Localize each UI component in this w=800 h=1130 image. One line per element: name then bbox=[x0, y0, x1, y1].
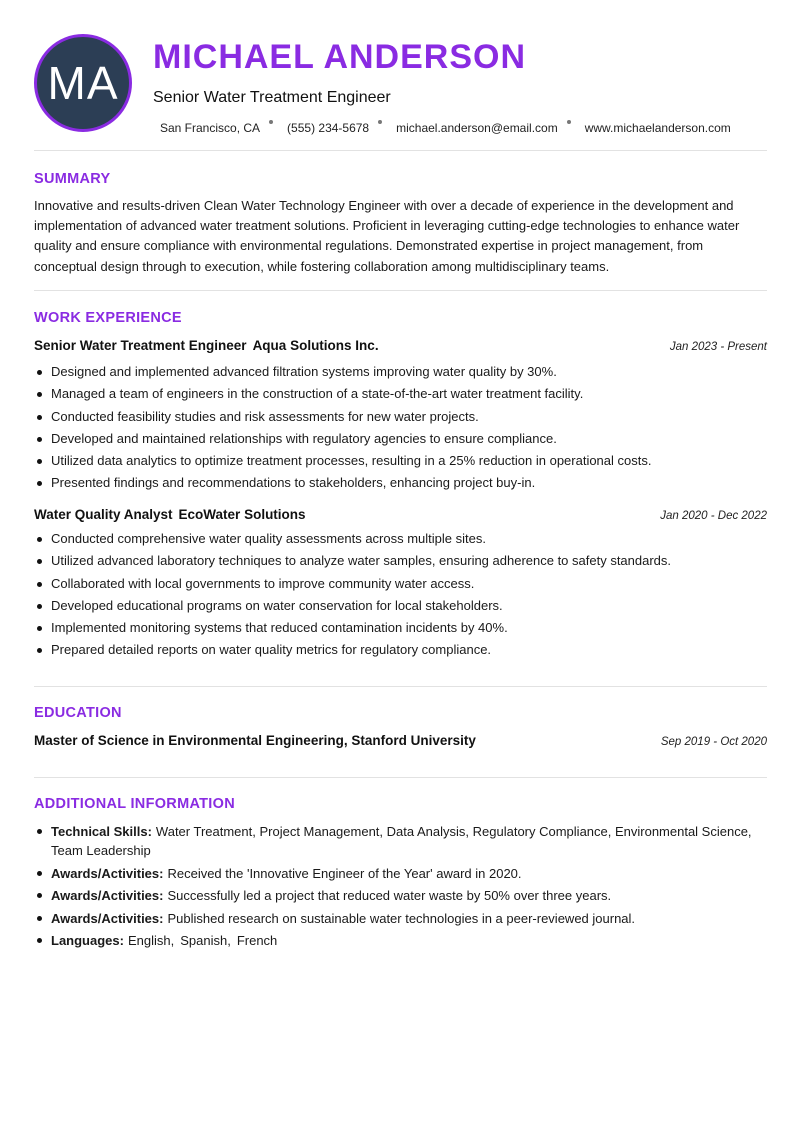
job-title-line bbox=[34, 338, 379, 353]
list-item: Conducted comprehensive water quality assessments across multiple sites. bbox=[34, 528, 767, 550]
language: Spanish, bbox=[180, 933, 231, 948]
job-header bbox=[34, 507, 767, 522]
info-label: Languages: bbox=[51, 933, 124, 948]
list-item: Presented findings and recommendations to stakeholders, enhancing project buy-in. bbox=[34, 472, 767, 494]
education-degree: Master of Science in Environmental Engineering, Stanford University bbox=[34, 733, 476, 748]
contact-location: San Francisco, CA bbox=[160, 121, 261, 135]
job-role: Senior Water Treatment Engineer bbox=[34, 338, 247, 353]
contact-row bbox=[160, 121, 731, 135]
additional-info-list bbox=[34, 822, 767, 954]
list-item: Utilized advanced laboratory techniques to analyze water samples, ensuring adherence to safety standards. bbox=[34, 550, 767, 572]
divider bbox=[34, 150, 767, 151]
info-text: Water Treatment, Project Management, Data Analysis, Regulatory Compliance, Environmental Science, Team Leadership bbox=[51, 824, 752, 858]
list-item: Developed and maintained relationships with regulatory agencies to ensure compliance. bbox=[34, 428, 767, 450]
job-dates: Jan 2020 - Dec 2022 bbox=[660, 510, 767, 522]
divider bbox=[34, 777, 767, 778]
info-label: Awards/Activities: bbox=[51, 888, 164, 903]
avatar bbox=[34, 34, 132, 132]
list-item: Designed and implemented advanced filtration systems improving water quality by 30%. bbox=[34, 361, 767, 383]
job-company: EcoWater Solutions bbox=[178, 507, 306, 522]
list-item bbox=[34, 886, 767, 905]
language: French bbox=[236, 933, 278, 948]
job-company: Aqua Solutions Inc. bbox=[252, 338, 379, 353]
section-heading-experience: WORK EXPERIENCE bbox=[34, 310, 182, 326]
summary-text: Innovative and results-driven Clean Water Technology Engineer with over a decade of experience in the development and implementation of advanced water treatment solutions. Proficient in leveraging cutting-edge technologies to enhance water quality and ensure compliance with environmental regulations. Demonstrated expertise in project management, from conceptual design through to execution, while fostering collaboration among multidisciplinary teams. bbox=[34, 198, 740, 274]
list-item: Implemented monitoring systems that reduced contamination incidents by 40%. bbox=[34, 617, 767, 639]
candidate-name: MICHAEL ANDERSON bbox=[153, 38, 527, 76]
separator-dot bbox=[269, 120, 273, 124]
education-entry bbox=[34, 733, 767, 748]
education-dates: Sep 2019 - Oct 2020 bbox=[660, 736, 767, 748]
contact-website[interactable]: www.michaelanderson.com bbox=[584, 121, 731, 135]
candidate-title: Senior Water Treatment Engineer bbox=[153, 89, 391, 106]
section-heading-additional: ADDITIONAL INFORMATION bbox=[34, 796, 235, 812]
list-item: Utilized data analytics to optimize treatment processes, resulting in a 25% reduction in operational costs. bbox=[34, 450, 767, 472]
list-item-languages bbox=[34, 931, 767, 950]
job-header bbox=[34, 338, 767, 353]
info-label: Awards/Activities: bbox=[51, 910, 164, 926]
list-item: Managed a team of engineers in the construction of a state-of-the-art water treatment facility. bbox=[34, 383, 767, 405]
section-heading-summary: SUMMARY bbox=[34, 171, 111, 187]
contact-phone: (555) 234-5678 bbox=[287, 121, 370, 135]
job-bullets bbox=[34, 528, 767, 662]
job-title-line bbox=[34, 507, 306, 522]
info-label: Technical Skills: bbox=[51, 824, 152, 839]
separator-dot bbox=[378, 120, 382, 124]
job-role: Water Quality Analyst bbox=[34, 507, 173, 522]
list-item: Prepared detailed reports on water quality metrics for regulatory compliance. bbox=[34, 639, 767, 661]
divider bbox=[34, 686, 767, 687]
divider bbox=[34, 290, 767, 291]
avatar-initials: MA bbox=[47, 57, 119, 109]
info-text: Published research on sustainable water technologies in a peer-reviewed journal. bbox=[167, 910, 636, 926]
list-item: Developed educational programs on water conservation for local stakeholders. bbox=[34, 595, 767, 617]
info-label: Awards/Activities: bbox=[51, 865, 164, 881]
job-dates: Jan 2023 - Present bbox=[669, 341, 767, 353]
language: English, bbox=[127, 933, 175, 948]
separator-dot bbox=[567, 120, 571, 124]
section-heading-education: EDUCATION bbox=[34, 705, 122, 721]
list-item bbox=[34, 822, 767, 860]
list-item: Conducted feasibility studies and risk assessments for new water projects. bbox=[34, 406, 767, 428]
list-item: Collaborated with local governments to improve community water access. bbox=[34, 573, 767, 595]
info-text: Successfully led a project that reduced water waste by 50% over three years. bbox=[167, 888, 612, 903]
contact-email[interactable]: michael.anderson@email.com bbox=[396, 121, 558, 135]
job-bullets bbox=[34, 361, 767, 495]
list-item bbox=[34, 909, 767, 928]
info-text: Received the 'Innovative Engineer of the Year' award in 2020. bbox=[167, 865, 522, 881]
list-item bbox=[34, 864, 767, 883]
